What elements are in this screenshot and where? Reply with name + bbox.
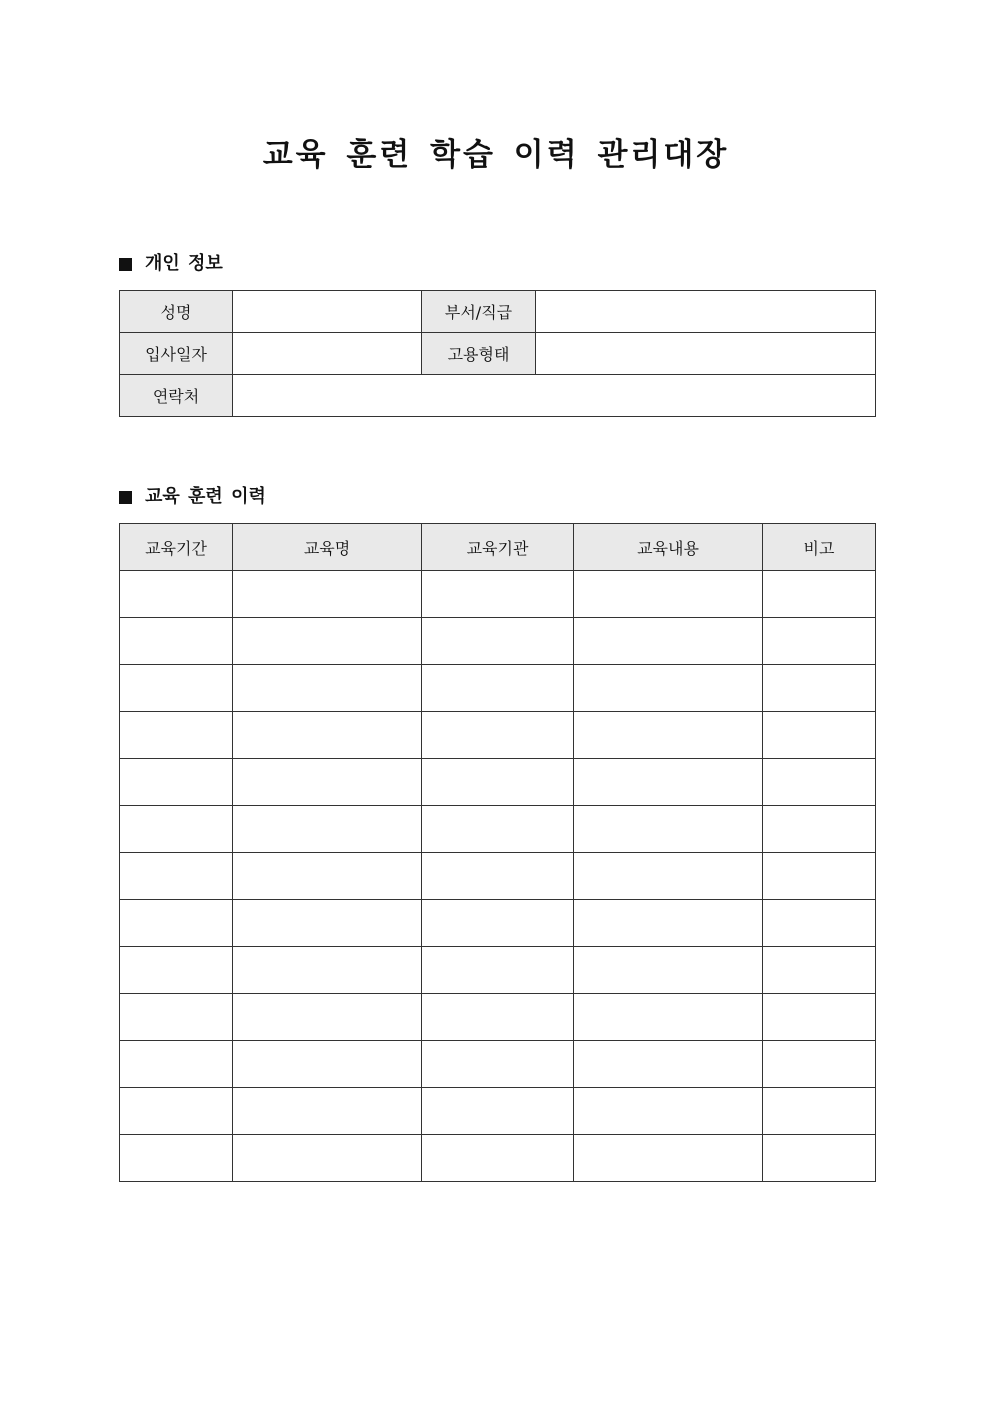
period-cell[interactable] [120, 853, 233, 900]
content-cell[interactable] [574, 994, 763, 1041]
institution-cell[interactable] [422, 712, 574, 759]
content-cell[interactable] [574, 712, 763, 759]
course-name-cell[interactable] [233, 1041, 422, 1088]
course-name-cell[interactable] [233, 618, 422, 665]
content-cell[interactable] [574, 900, 763, 947]
table-row [120, 853, 876, 900]
course-name-cell[interactable] [233, 1135, 422, 1182]
table-row [120, 1088, 876, 1135]
course-name-cell[interactable] [233, 1088, 422, 1135]
table-row [120, 994, 876, 1041]
course-name-cell[interactable] [233, 571, 422, 618]
content-cell[interactable] [574, 806, 763, 853]
content-cell[interactable] [574, 853, 763, 900]
course-name-cell[interactable] [233, 806, 422, 853]
content-cell[interactable] [574, 571, 763, 618]
period-cell[interactable] [120, 806, 233, 853]
period-cell[interactable] [120, 759, 233, 806]
table-row [120, 947, 876, 994]
period-cell[interactable] [120, 665, 233, 712]
remarks-cell[interactable] [763, 947, 876, 994]
content-cell[interactable] [574, 759, 763, 806]
name-label: 성명 [120, 291, 233, 333]
table-row [120, 618, 876, 665]
name-field[interactable] [233, 291, 422, 333]
training-history-table [119, 523, 876, 1182]
institution-cell[interactable] [422, 806, 574, 853]
personal-info-row-hire [120, 333, 876, 375]
institution-cell[interactable] [422, 1041, 574, 1088]
remarks-cell[interactable] [763, 806, 876, 853]
personal-info-heading [119, 252, 223, 276]
table-row [120, 1041, 876, 1088]
table-row [120, 665, 876, 712]
column-header-content: 교육내용 [574, 524, 763, 571]
remarks-cell[interactable] [763, 994, 876, 1041]
institution-cell[interactable] [422, 900, 574, 947]
table-row [120, 1135, 876, 1182]
course-name-cell[interactable] [233, 947, 422, 994]
personal-info-table [119, 290, 876, 417]
institution-cell[interactable] [422, 1088, 574, 1135]
table-row [120, 900, 876, 947]
remarks-cell[interactable] [763, 712, 876, 759]
hire-date-field[interactable] [233, 333, 422, 375]
institution-cell[interactable] [422, 759, 574, 806]
table-row [120, 806, 876, 853]
period-cell[interactable] [120, 1088, 233, 1135]
course-name-cell[interactable] [233, 712, 422, 759]
course-name-cell[interactable] [233, 994, 422, 1041]
document-title: 교육 훈련 학습 이력 관리대장 [262, 137, 730, 173]
remarks-cell[interactable] [763, 571, 876, 618]
content-cell[interactable] [574, 665, 763, 712]
institution-cell[interactable] [422, 571, 574, 618]
remarks-cell[interactable] [763, 853, 876, 900]
training-history-heading [119, 485, 266, 509]
period-cell[interactable] [120, 618, 233, 665]
column-header-course-name: 교육명 [233, 524, 422, 571]
personal-info-heading-text: 개인 정보 [145, 253, 223, 274]
personal-info-row-contact [120, 375, 876, 417]
training-history-heading-text: 교육 훈련 이력 [145, 486, 266, 507]
period-cell[interactable] [120, 994, 233, 1041]
table-row [120, 712, 876, 759]
column-header-institution: 교육기관 [422, 524, 574, 571]
remarks-cell[interactable] [763, 618, 876, 665]
content-cell[interactable] [574, 1088, 763, 1135]
content-cell[interactable] [574, 947, 763, 994]
contact-field[interactable] [233, 375, 876, 417]
column-header-period: 교육기간 [120, 524, 233, 571]
remarks-cell[interactable] [763, 759, 876, 806]
remarks-cell[interactable] [763, 1135, 876, 1182]
period-cell[interactable] [120, 947, 233, 994]
content-cell[interactable] [574, 1041, 763, 1088]
content-cell[interactable] [574, 1135, 763, 1182]
course-name-cell[interactable] [233, 900, 422, 947]
period-cell[interactable] [120, 1041, 233, 1088]
personal-info-row-name [120, 291, 876, 333]
column-header-remarks: 비고 [763, 524, 876, 571]
remarks-cell[interactable] [763, 1041, 876, 1088]
square-bullet-icon [119, 491, 132, 504]
course-name-cell[interactable] [233, 853, 422, 900]
employment-type-field[interactable] [536, 333, 876, 375]
course-name-cell[interactable] [233, 759, 422, 806]
remarks-cell[interactable] [763, 1088, 876, 1135]
institution-cell[interactable] [422, 947, 574, 994]
period-cell[interactable] [120, 900, 233, 947]
hire-date-label: 입사일자 [120, 333, 233, 375]
contact-label: 연락처 [120, 375, 233, 417]
table-row [120, 759, 876, 806]
institution-cell[interactable] [422, 853, 574, 900]
content-cell[interactable] [574, 618, 763, 665]
table-row [120, 571, 876, 618]
institution-cell[interactable] [422, 994, 574, 1041]
dept-position-field[interactable] [536, 291, 876, 333]
dept-position-label: 부서/직급 [422, 291, 536, 333]
square-bullet-icon [119, 258, 132, 271]
training-history-body [120, 571, 876, 1182]
period-cell[interactable] [120, 571, 233, 618]
institution-cell[interactable] [422, 618, 574, 665]
period-cell[interactable] [120, 712, 233, 759]
training-history-header-row [120, 524, 876, 571]
institution-cell[interactable] [422, 1135, 574, 1182]
course-name-cell[interactable] [233, 665, 422, 712]
employment-type-label: 고용형태 [422, 333, 536, 375]
remarks-cell[interactable] [763, 900, 876, 947]
period-cell[interactable] [120, 1135, 233, 1182]
institution-cell[interactable] [422, 665, 574, 712]
remarks-cell[interactable] [763, 665, 876, 712]
